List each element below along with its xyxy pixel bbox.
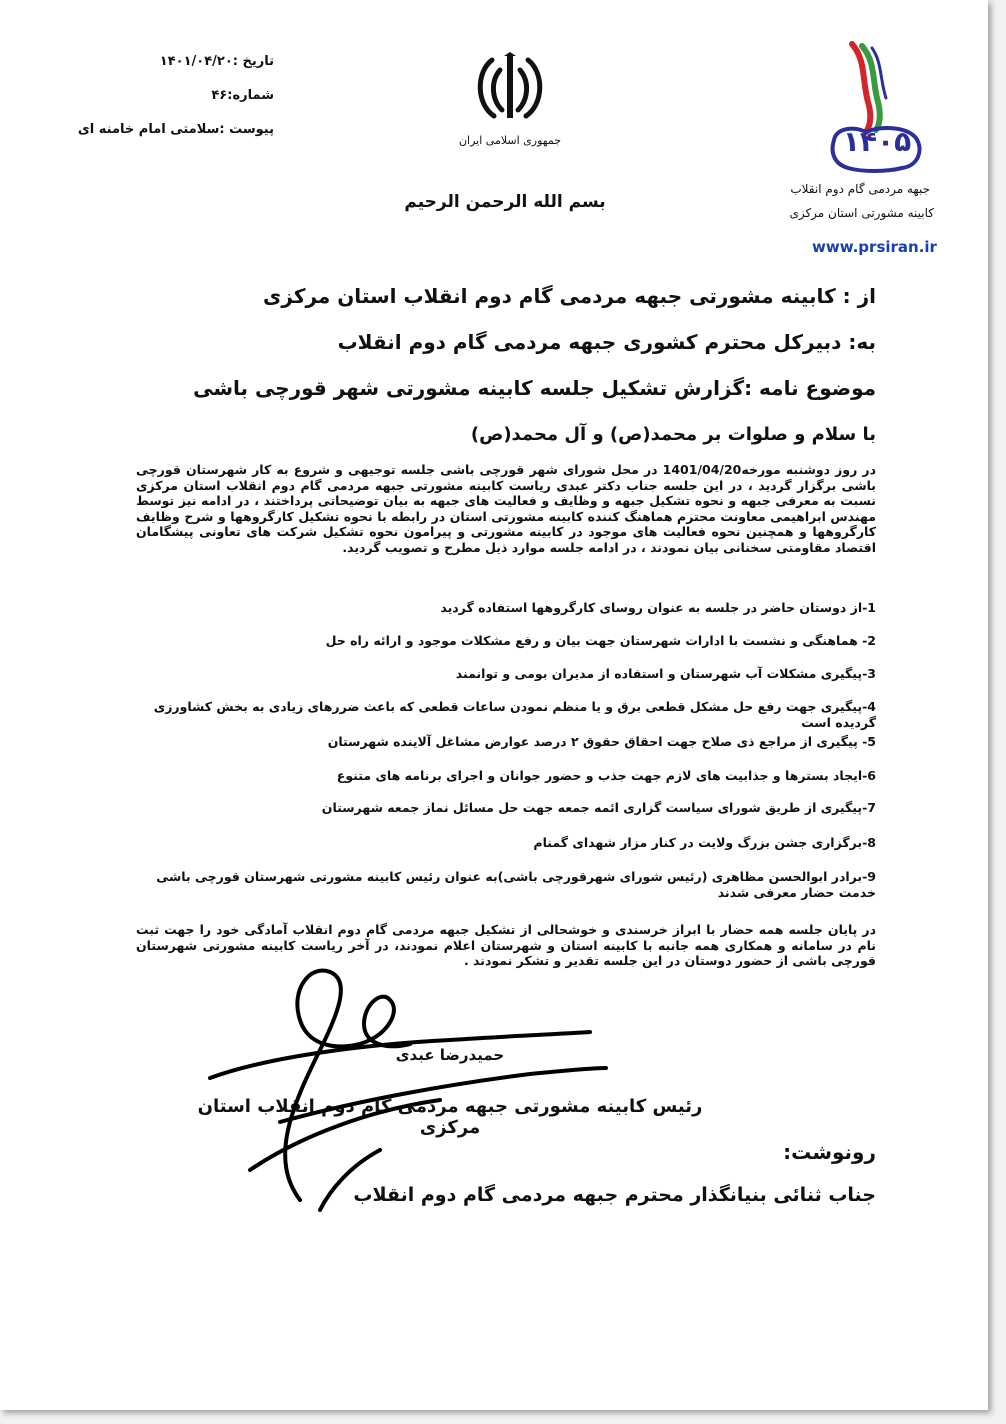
subject-line: موضوع نامه :گزارش تشکیل جلسه کابینه مشورتی شهر قورچی باشی <box>193 376 876 400</box>
number-line: شماره:۴۶ <box>211 88 274 103</box>
bismillah: بسم الله الرحمن الرحیم <box>404 192 606 212</box>
cc-recipient: جناب ثنائی بنیانگذار محترم جبهه مردمی گام دوم انقلاب <box>353 1184 876 1206</box>
handwritten-signature-icon <box>150 960 610 1220</box>
list-item: 4-پیگیری جهت رفع حل مشکل قطعی برق و یا منظم نمودن ساعات قطعی که باعث ضررهای زیادی به بخش کشاورزی گردیده است <box>153 699 876 730</box>
cc-label: رونوشت: <box>783 1140 876 1164</box>
list-item: 8-برگزاری جشن بزرگ ولایت در کنار مزار شهدای گمنام <box>533 835 876 850</box>
list-item: 2- هماهنگی و نشست با ادارات شهرستان جهت بیان و رفع مشکلات موجود و ارائه راه حل <box>325 633 876 648</box>
front-logo-icon <box>826 40 926 180</box>
emblem-caption: جمهوری اسلامی ایران <box>458 134 562 147</box>
logo-caption-front: جبهه مردمی گام دوم انقلاب <box>790 182 930 196</box>
signer-name: حمیدرضا عبدی <box>395 1046 505 1064</box>
list-item: 9-برادر ابوالحسن مظاهری (رئیس شورای شهرقورچی باشی)به عنوان رئیس کابینه مشورتی شهرستان قورچی باشی خدمت حضار معرفی شدند <box>156 869 876 900</box>
logo-text: ۱۴۰۵ <box>842 125 912 158</box>
closing-paragraph: در پایان جلسه همه حضار با ابراز خرسندی و خوشحالی از تشکیل جبهه مردمی گام دوم انقلاب آمادگی خود را جهت ثبت نام در سامانه و همکاری همه جانبه با کابینه استان و شهرستان اعلام نمودند، در آخر ریاست کابینه مشورتی شهرستان قورچی باشی از حضور دوستان در این جلسه تقدیر و تشکر نمودند . <box>136 922 876 969</box>
signer-title: رئیس کابینه مشورتی جبهه مردمی گام دوم انقلاب استان مرکزی <box>197 1096 703 1138</box>
website-link[interactable]: www.prsiran.ir <box>812 238 937 256</box>
from-line: از : کابینه مشورتی جبهه مردمی گام دوم انقلاب استان مرکزی <box>263 284 876 308</box>
list-item: 1-از دوستان حاضر در جلسه به عنوان روسای کارگروهها استفاده گردید <box>440 600 876 615</box>
list-item: 3-پیگیری مشکلات آب شهرستان و استفاده از مدیران بومی و توانمند <box>455 666 876 681</box>
list-item: 5- پیگیری از مراجع ذی صلاح جهت احقاق حقوق ۲ درصد عوارض مشاغل آلاینده شهرستان <box>327 734 876 749</box>
iran-emblem-icon <box>470 52 550 126</box>
attachment-line: پیوست :سلامتی امام خامنه ای <box>77 122 274 137</box>
list-item: 6-ایجاد بسترها و جذابیت های لازم جهت جذب و حضور جوانان و اجرای برنامه های متنوع <box>336 768 876 783</box>
salutation: با سلام و صلوات بر محمد(ص) و آل محمد(ص) <box>470 424 876 445</box>
list-item: 7-پیگیری از طریق شورای سیاست گزاری ائمه جمعه جهت حل مسائل نماز جمعه شهرستان <box>321 800 876 815</box>
date-line: تاریخ :۱۴۰۱/۰۴/۲۰ <box>159 54 274 69</box>
intro-paragraph: در روز دوشنبه مورخه1401/04/20 در محل شورای شهر قورچی باشی جلسه توجیهی و شروع به کار شهرستان قورچی باشی برگزار گردید ، در این جلسه جناب دکتر عبدی ریاست کابینه مشورتی جبهه مردمی گام دوم انقلاب استان مرکزی نسبت به معرفی جبهه و نحوه تشکیل جبهه و وظایف و فعالیت های جبهه به بیان توضیحاتی پرداختند ، در ادامه نیز توسط مهندس ابراهیمی معاونت محترم هماهنگ کننده کابینه مشورتی استان در رابطه با نحوه تشکیل کارگروهها و شرح وظایف کارگروهها و همچنین نحوه فعالیت های موجود در کابینه مشورتی و پیرامون نحوه تشکیل شرکت های تعاونی پیشگامان اقتصاد مقاومتی سخنانی بیان نمودند ، در ادامه جلسه موارد ذیل مطرح و تصویب گردید. <box>136 462 877 555</box>
logo-caption-cabinet: کابینه مشورتی استان مرکزی <box>789 206 934 220</box>
to-line: به: دبیرکل محترم کشوری جبهه مردمی گام دوم انقلاب <box>337 330 876 354</box>
